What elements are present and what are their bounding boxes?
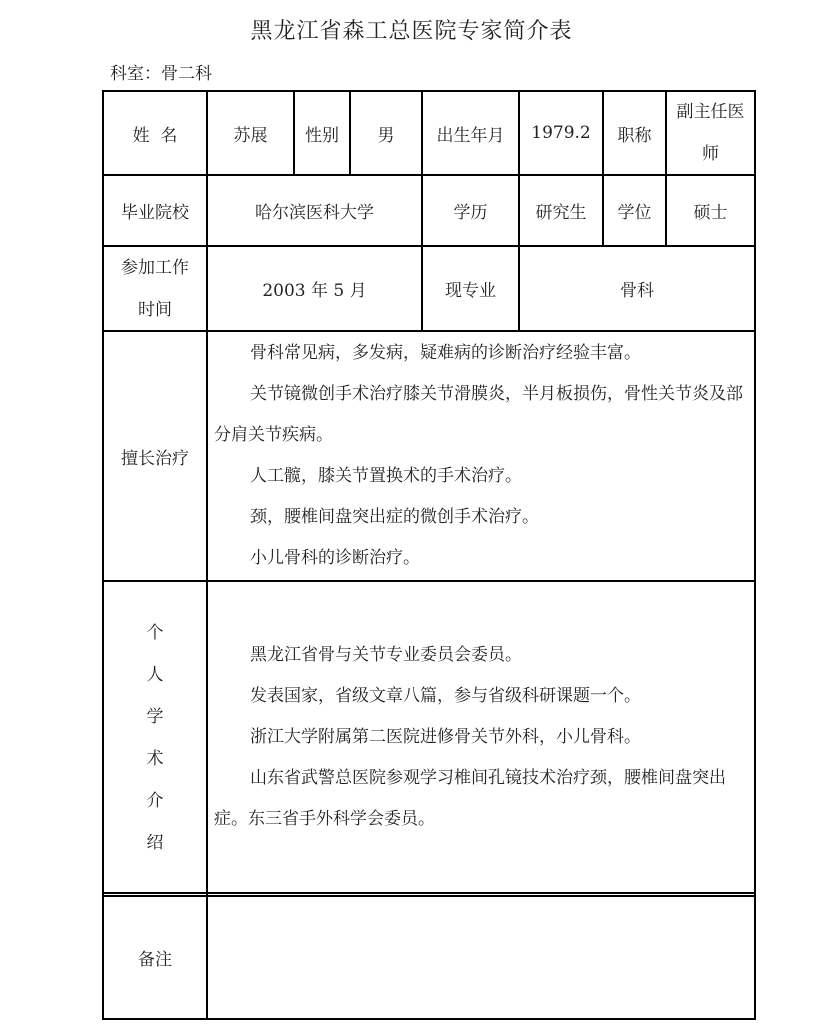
job-title-value-line2: 师 xyxy=(702,144,719,164)
school-value: 哈尔滨医科大学 xyxy=(255,203,374,223)
academic-label-char: 介 xyxy=(146,791,164,811)
work-start-label xyxy=(104,247,206,330)
degree-value: 硕士 xyxy=(693,203,728,223)
academic-label-char: 个 xyxy=(146,623,164,643)
academic-paragraph: 发表国家，省级文章八篇，参与省级科研课题一个。 xyxy=(250,686,641,706)
academic-paragraph: 黑龙江省骨与关节专业委员会委员。 xyxy=(250,645,522,665)
document-title: 黑龙江省森工总医院专家简介表 xyxy=(250,19,573,44)
job-title-label: 职称 xyxy=(617,125,652,146)
expertise-label: 擅长治疗 xyxy=(121,448,189,469)
specialty-label: 现专业 xyxy=(445,281,496,301)
academic-label-char: 学 xyxy=(146,707,164,727)
academic-paragraph: 山东省武警总医院参观学习椎间孔镜技术治疗颈，腰椎间盘突出症。东三省手外科学会委员。 xyxy=(214,768,726,829)
remarks-label: 备注 xyxy=(138,950,172,970)
expertise-paragraph: 人工髋，膝关节置换术的手术治疗。 xyxy=(250,466,522,486)
department-label: 科室：骨二科 xyxy=(110,64,212,84)
specialty-value: 骨科 xyxy=(620,281,654,301)
table-border-right xyxy=(754,90,756,1020)
work-start-label-line2: 时间 xyxy=(138,299,172,320)
education-value: 研究生 xyxy=(535,203,587,223)
birth-value: 1979.2 xyxy=(531,123,591,143)
row-divider xyxy=(102,892,756,894)
table-border-bottom xyxy=(102,1018,756,1020)
academic-label-char: 绍 xyxy=(146,833,164,853)
gender-label: 性别 xyxy=(305,125,339,146)
job-title-value xyxy=(667,92,754,174)
academic-label-char: 人 xyxy=(146,665,164,685)
gender-value: 男 xyxy=(377,125,395,146)
remarks-value xyxy=(208,897,754,1018)
work-start-label-line1: 参加工作 xyxy=(121,257,189,278)
education-label: 学历 xyxy=(453,203,488,223)
name-label: 姓 名 xyxy=(132,125,178,146)
expertise-paragraph: 小儿骨科的诊断治疗。 xyxy=(250,548,420,568)
expertise-content xyxy=(214,333,750,579)
expertise-paragraph: 颈，腰椎间盘突出症的微创手术治疗。 xyxy=(250,507,539,527)
name-value: 苏展 xyxy=(233,125,268,146)
degree-label: 学位 xyxy=(617,203,652,223)
expertise-paragraph: 关节镜微创手术治疗膝关节滑膜炎，半月板损伤，骨性关节炎及部分肩关节疾病。 xyxy=(214,384,743,445)
academic-label-char: 术 xyxy=(146,749,164,769)
academic-label xyxy=(104,612,206,864)
row-divider xyxy=(102,580,756,582)
work-start-value: 2003 年 5 月 xyxy=(262,281,367,301)
job-title-value-line1: 副主任医 xyxy=(676,102,745,122)
academic-content xyxy=(214,635,750,840)
academic-paragraph: 浙江大学附属第二医院进修骨关节外科，小儿骨科。 xyxy=(250,727,641,747)
school-label: 毕业院校 xyxy=(121,203,189,223)
expertise-paragraph: 骨科常见病，多发病，疑难病的诊断治疗经验丰富。 xyxy=(250,343,641,363)
birth-label: 出生年月 xyxy=(436,125,505,146)
